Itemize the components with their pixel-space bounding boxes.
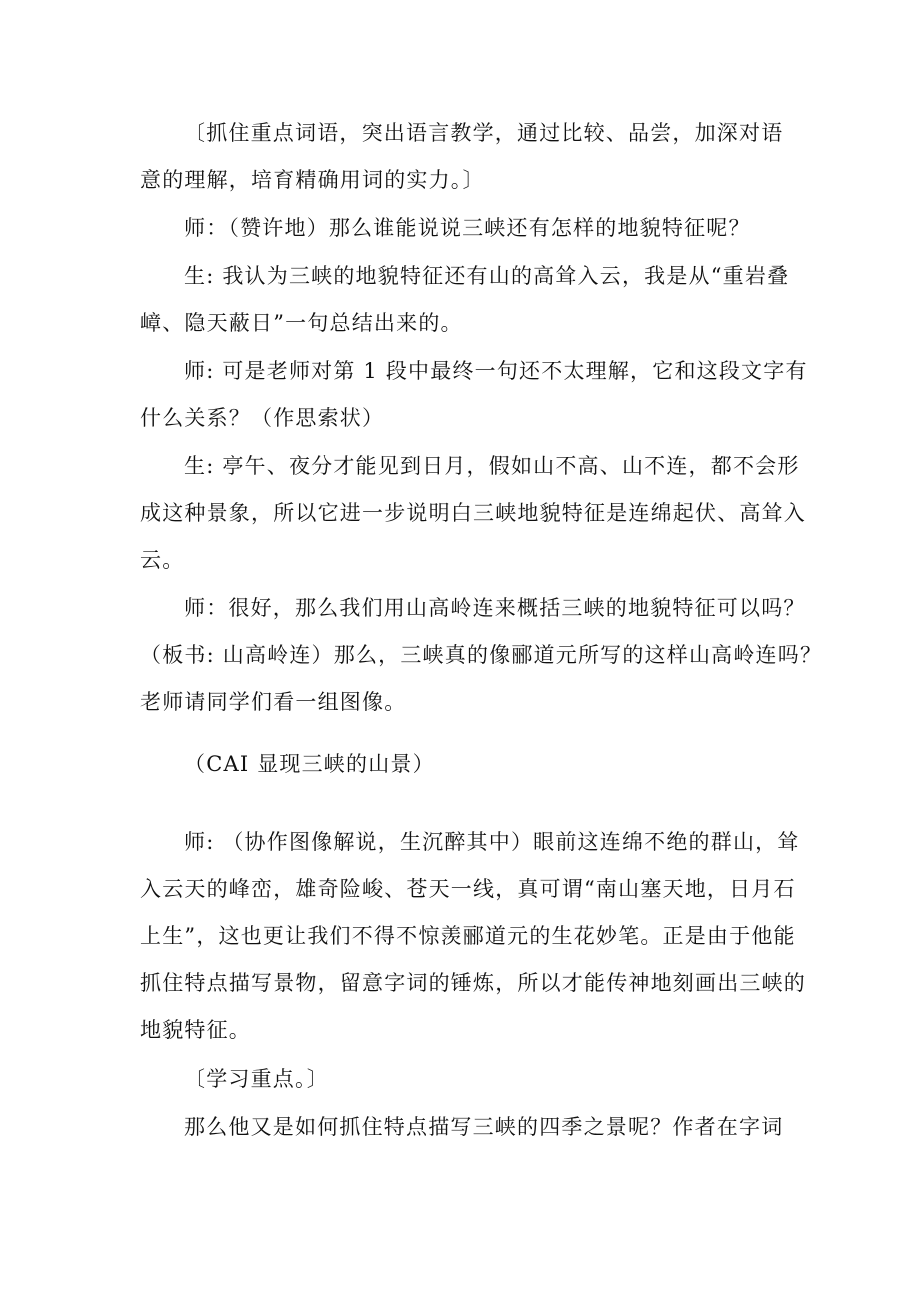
paragraph-teacher-narration [140,819,806,1054]
paragraph-teacher-question [140,205,790,252]
text-line: 师：很好，那么我们用山高岭连来概括三峡的地貌特征可以吗？ [184,596,806,620]
text-line: 师: 可是老师对第 1 段中最终一句还不太理解，它和这段文字有 [184,359,808,383]
text-line: 师: （协作图像解说，生沉醉其中）眼前这连绵不绝的群山，耸 [184,830,800,854]
paragraph-learning-focus [140,1056,790,1103]
paragraph-student-answer [140,253,790,347]
paragraph-student-explanation [140,443,806,584]
paragraph-transition [140,1104,790,1151]
text-line: 师：（赞许地）那么谁能说说三峡还有怎样的地貌特征呢？ [184,216,751,240]
text-line: （CAI 显现三峡的山景） [184,752,435,776]
text-line: 入云天的峰峦，雄奇险峻、苍天一线，真可谓“南山塞天地，日月石 [140,877,796,901]
text-line: 生: 我认为三峡的地貌特征还有山的高耸入云，我是从“重岩叠 [184,264,790,288]
text-line: 什么关系？（作思索状） [140,406,385,430]
paragraph-cai-note [140,741,790,788]
text-line: 抓住特点描写景物，留意字词的锤炼，所以才能传神地刻画出三峡的 [140,971,806,995]
text-line: 云。 [140,548,185,572]
text-line: 〔学习重点。〕 [184,1067,329,1091]
text-line: 地貌特征。 [140,1018,251,1042]
text-line: （板书: 山高岭连）那么，三峡真的像郦道元所写的这样山高岭连吗？ [140,643,823,667]
text-line: 老师请同学们看一组图像。 [140,690,407,714]
text-line: 成这种景象，所以它进一步说明白三峡地貌特征是连绵起伏、高耸入 [140,501,806,525]
paragraph-teacher-summary [140,585,823,726]
paragraph-teaching-note [140,110,790,204]
text-line: 生: 亭午、夜分才能见到日月，假如山不高、山不连，都不会形 [184,454,800,478]
paragraph-teacher-followup [140,348,808,442]
text-line: 那么他又是如何抓住特点描写三峡的四季之景呢？作者在字词 [184,1115,784,1139]
text-line: 意的理解，培育精确用词的实力。〕 [140,168,485,192]
text-line: 〔抓住重点词语，突出语言教学，通过比较、品尝，加深对语 [184,121,784,145]
text-line: 嶂、隐天蔽日”一句总结出来的。 [140,311,463,335]
text-line: 上生”，这也更让我们不得不惊羡郦道元的生花妙笔。正是由于他能 [140,924,796,948]
